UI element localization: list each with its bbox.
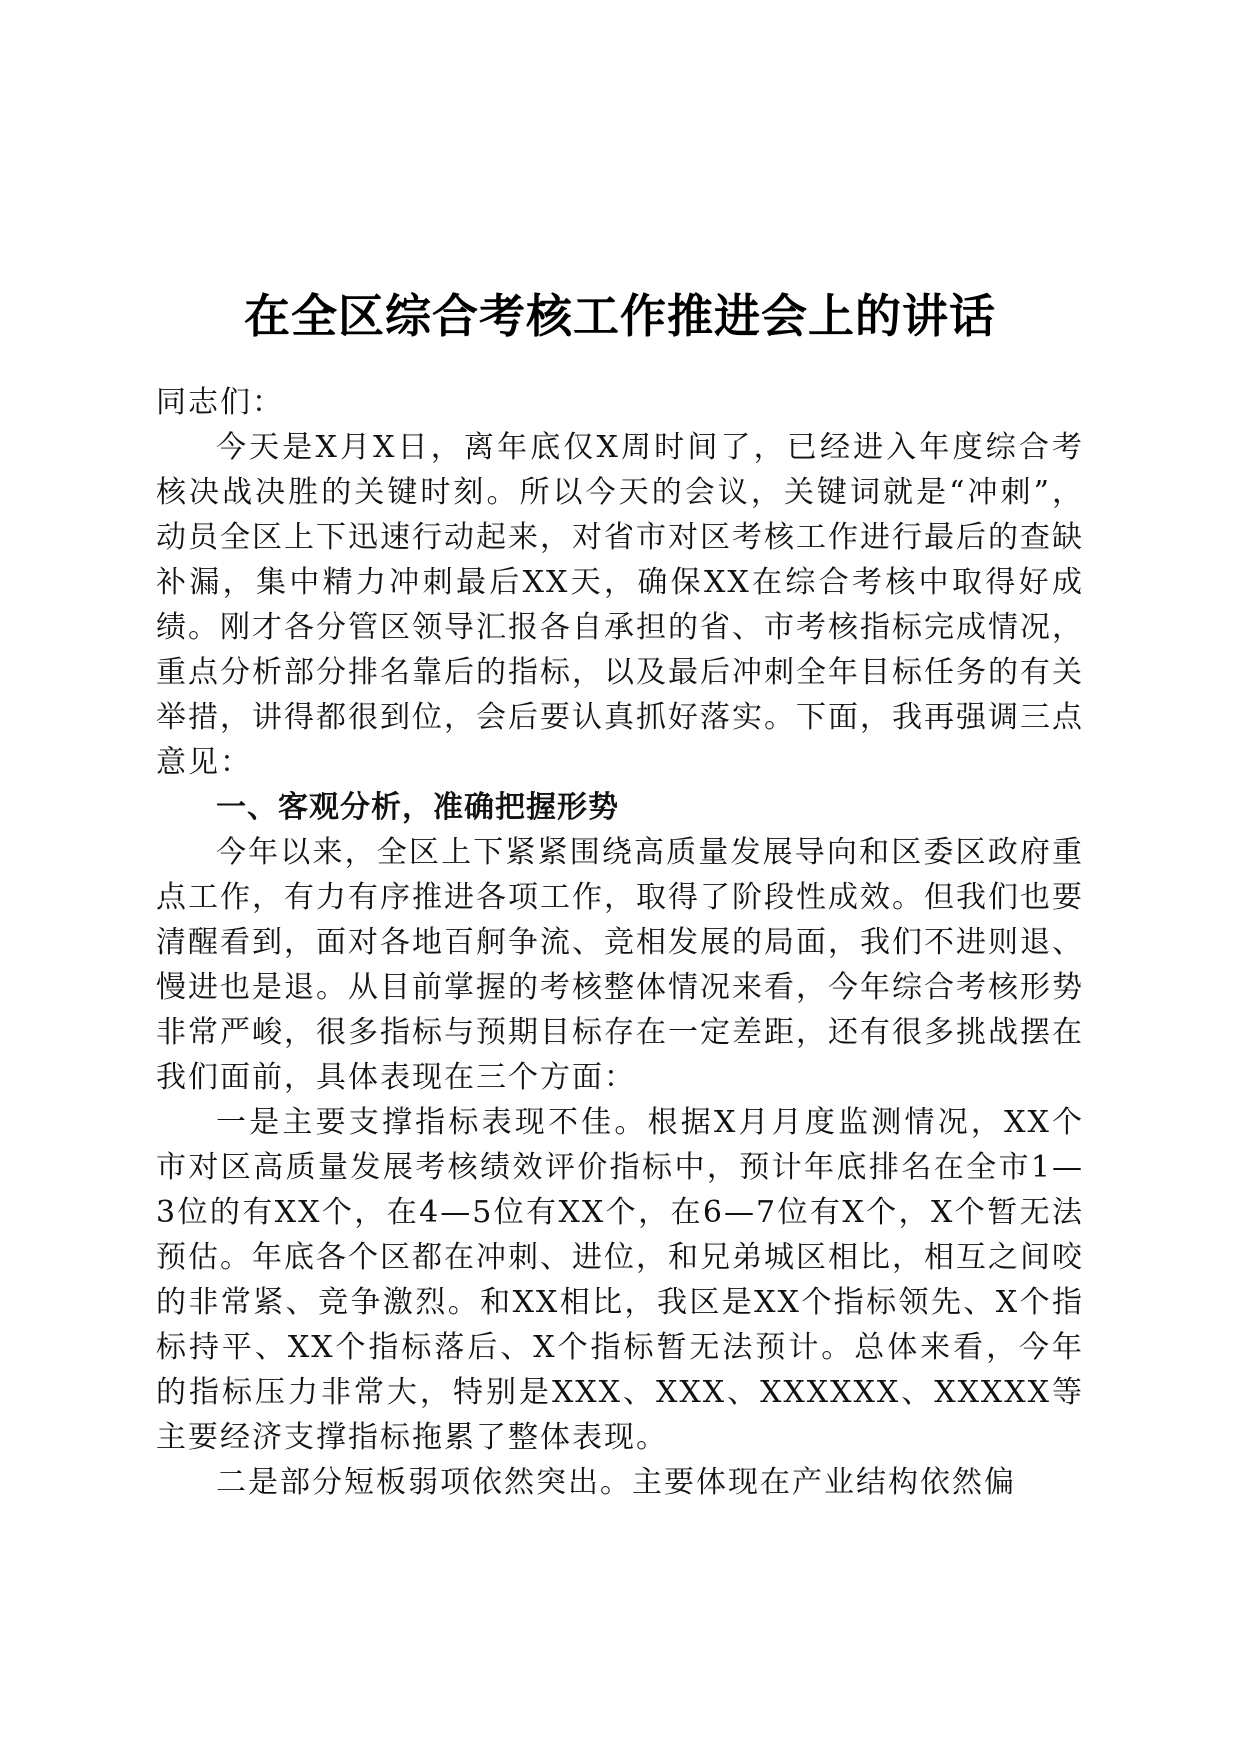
paragraph-point-1: 一是主要支撑指标表现不佳。根据X月月度监测情况，XX个市对区高质量发展考核绩效评价指标中，预计年底排名在全市1—3位的有XX个，在4—5位有XX个，在6—7位有X个，X个暂无法预估。年底各个区都在冲刺、进位，和兄弟城区相比，相互之间咬的非常紧、竞争激烈。和XX相比，我区是XX个指标领先、X个指标持平、XX个指标落后、X个指标暂无法预计。总体来看，今年的指标压力非常大，特别是XXX、XXX、XXXXXX、XXXXX等主要经济支撑指标拖累了整体表现。: [156, 1105, 1084, 1455]
section-heading-1: 一、客观分析，准确把握形势: [216, 790, 619, 825]
salutation: 同志们：: [156, 385, 284, 420]
paragraph-intro: 今天是X月X日，离年底仅X周时间了，已经进入年度综合考核决战决胜的关键时刻。所以今天的会议，关键词就是“冲刺”，动员全区上下迅速行动起来，对省市对区考核工作进行最后的查缺补漏，集中精力冲刺最后XX天，确保XX在综合考核中取得好成绩。刚才各分管区领导汇报各自承担的省、市考核指标完成情况，重点分析部分排名靠后的指标，以及最后冲刺全年目标任务的有关举措，讲得都很到位，会后要认真抓好落实。下面，我再强调三点意见：: [156, 430, 1084, 780]
document-title: 在全区综合考核工作推进会上的讲话: [244, 288, 996, 343]
paragraph-situation: 今年以来，全区上下紧紧围绕高质量发展导向和区委区政府重点工作，有力有序推进各项工作，取得了阶段性成效。但我们也要清醒看到，面对各地百舸争流、竞相发展的局面，我们不进则退、慢进也是退。从目前掌握的考核整体情况来看，今年综合考核形势非常严峻，很多指标与预期目标存在一定差距，还有很多挑战摆在我们面前，具体表现在三个方面：: [156, 835, 1084, 1095]
document-body: [156, 380, 1084, 1505]
paragraph-point-2: 二是部分短板弱项依然突出。主要体现在产业结构依然偏: [216, 1465, 1016, 1500]
